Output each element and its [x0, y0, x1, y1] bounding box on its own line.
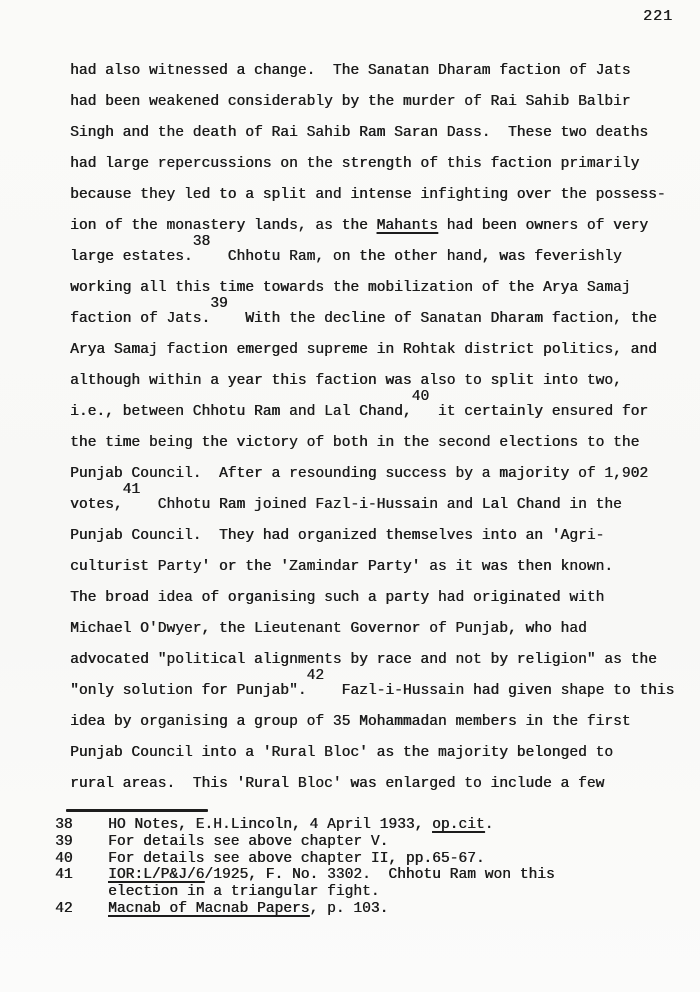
underlined-text: op.cit: [432, 817, 485, 833]
footnotes: [55, 817, 685, 918]
text-line: [70, 211, 670, 242]
footnote-text: [108, 884, 685, 901]
text-segment: ion of the monastery lands, as the: [70, 218, 377, 234]
page-number: 221: [643, 8, 674, 25]
text-segment: faction of Jats.: [70, 311, 211, 327]
text-segment: Singh and the death of Rai Sahib Ram Saran Dass. These two deaths: [70, 125, 649, 141]
text-segment: the time being the victory of both in the second elections to the: [70, 435, 640, 451]
footnote-reference: 42: [306, 668, 324, 684]
text-segment: Arya Samaj faction emerged supreme in Rohtak district politics, and: [70, 342, 657, 358]
text-line: [70, 428, 670, 459]
footnote-reference: 39: [210, 296, 228, 312]
footnote-text: [108, 867, 685, 884]
text-segment: Michael O'Dwyer, the Lieutenant Governor of Punjab, who had: [70, 621, 587, 637]
footnote-row: [55, 884, 685, 901]
text-line: [70, 118, 670, 149]
text-line: [70, 482, 670, 521]
underlined-text: Macnab of Macnab Papers: [108, 900, 310, 917]
footnote-text: [108, 817, 685, 834]
text-line: [70, 707, 670, 738]
text-segment: .: [484, 817, 494, 833]
text-segment: rural areas. This 'Rural Bloc' was enlarged to include a few: [70, 776, 605, 792]
text-segment: For details see above chapter II, pp.65-67.: [108, 850, 485, 867]
footnote-number: 38: [55, 817, 73, 833]
text-segment: had been weakened considerably by the murder of Rai Sahib Balbir: [70, 94, 631, 110]
footnote-text: [108, 834, 685, 851]
text-segment: Punjab Council. After a resounding success by a majority of 1,902: [70, 466, 649, 482]
text-segment: Chhotu Ram, on the other hand, was feverishly: [210, 249, 622, 265]
text-segment: With the decline of Sanatan Dharam faction, the: [227, 311, 657, 327]
footnote-row: [55, 867, 685, 884]
underlined-text: IOR:L/P&J/6: [108, 867, 205, 884]
text-segment: had also witnessed a change. The Sanatan Dharam faction of Jats: [70, 63, 631, 79]
text-segment: HO Notes, E.H.Lincoln, 4 April 1933,: [108, 817, 433, 833]
text-segment: working all this time towards the mobilization of the Arya Samaj: [70, 280, 631, 296]
text-segment: Fazl-i-Hussain had given shape to this: [323, 683, 675, 699]
footnote-reference: 38: [192, 234, 211, 250]
text-line: [70, 296, 670, 335]
text-segment: Punjab Council into a 'Rural Bloc' as the majority belonged to: [70, 745, 613, 761]
text-line: [70, 56, 670, 87]
text-segment: culturist Party' or the 'Zamindar Party' as it was then known.: [70, 559, 613, 575]
footnote-row: [55, 851, 685, 868]
footnote-number: 42: [55, 900, 73, 917]
text-line: [70, 389, 670, 428]
text-line: [70, 614, 670, 645]
underlined-text: Mahants: [376, 218, 438, 234]
text-segment: it certainly ensured for: [429, 404, 649, 420]
text-line: [70, 769, 670, 800]
footnote-text: [108, 901, 685, 918]
footnote-text: [108, 851, 685, 868]
text-segment: although within a year this faction was also to split into two,: [70, 373, 622, 389]
footnote-number: 41: [55, 867, 73, 884]
text-line: [70, 273, 670, 304]
footnote-reference: 41: [122, 482, 141, 498]
footnote-row: [55, 834, 685, 851]
text-segment: votes,: [70, 497, 123, 513]
text-segment: , p. 103.: [309, 900, 389, 917]
text-line: [70, 645, 670, 676]
text-line: [70, 459, 670, 490]
text-segment: Chhotu Ram joined Fazl-i-Hussain and Lal Chand in the: [140, 497, 622, 513]
footnote-number: [55, 884, 108, 901]
footnote-row: [55, 817, 685, 834]
text-segment: election in a triangular fight.: [108, 884, 380, 901]
text-line: [70, 87, 670, 118]
text-segment: "only solution for Punjab".: [70, 683, 307, 699]
text-segment: advocated "political alignments by race and not by religion" as the: [70, 652, 657, 668]
text-line: [70, 521, 670, 552]
text-line: [70, 180, 670, 211]
text-line: [70, 149, 670, 180]
footnote-number: 40: [55, 850, 73, 867]
text-segment: For details see above chapter V.: [108, 833, 389, 850]
footnote-separator-rule: [66, 809, 208, 812]
footnote-row: [55, 901, 685, 918]
text-segment: /1925, F. No. 3302. Chhotu Ram won this: [204, 867, 555, 884]
text-segment: i.e., between Chhotu Ram and Lal Chand,: [70, 404, 412, 420]
text-line: [70, 668, 675, 707]
text-segment: large estates.: [70, 249, 193, 265]
footnote-number: 39: [55, 833, 73, 850]
text-line: [70, 738, 670, 769]
text-line: [70, 552, 670, 583]
text-segment: had large repercussions on the strength of this faction primarily: [70, 156, 640, 172]
footnote-reference: 40: [411, 389, 430, 405]
body-text: [70, 56, 675, 800]
text-line: [70, 234, 670, 273]
text-segment: Punjab Council. They had organized themselves into an 'Agri-: [70, 528, 605, 544]
text-segment: had been owners of very: [437, 218, 649, 234]
text-line: [70, 366, 670, 397]
text-segment: idea by organising a group of 35 Mohammadan members in the first: [70, 714, 631, 730]
text-line: [70, 335, 670, 366]
text-segment: The broad idea of organising such a party had originated with: [70, 590, 605, 606]
text-line: [70, 583, 670, 614]
text-segment: because they led to a split and intense infighting over the possess-: [70, 187, 666, 203]
